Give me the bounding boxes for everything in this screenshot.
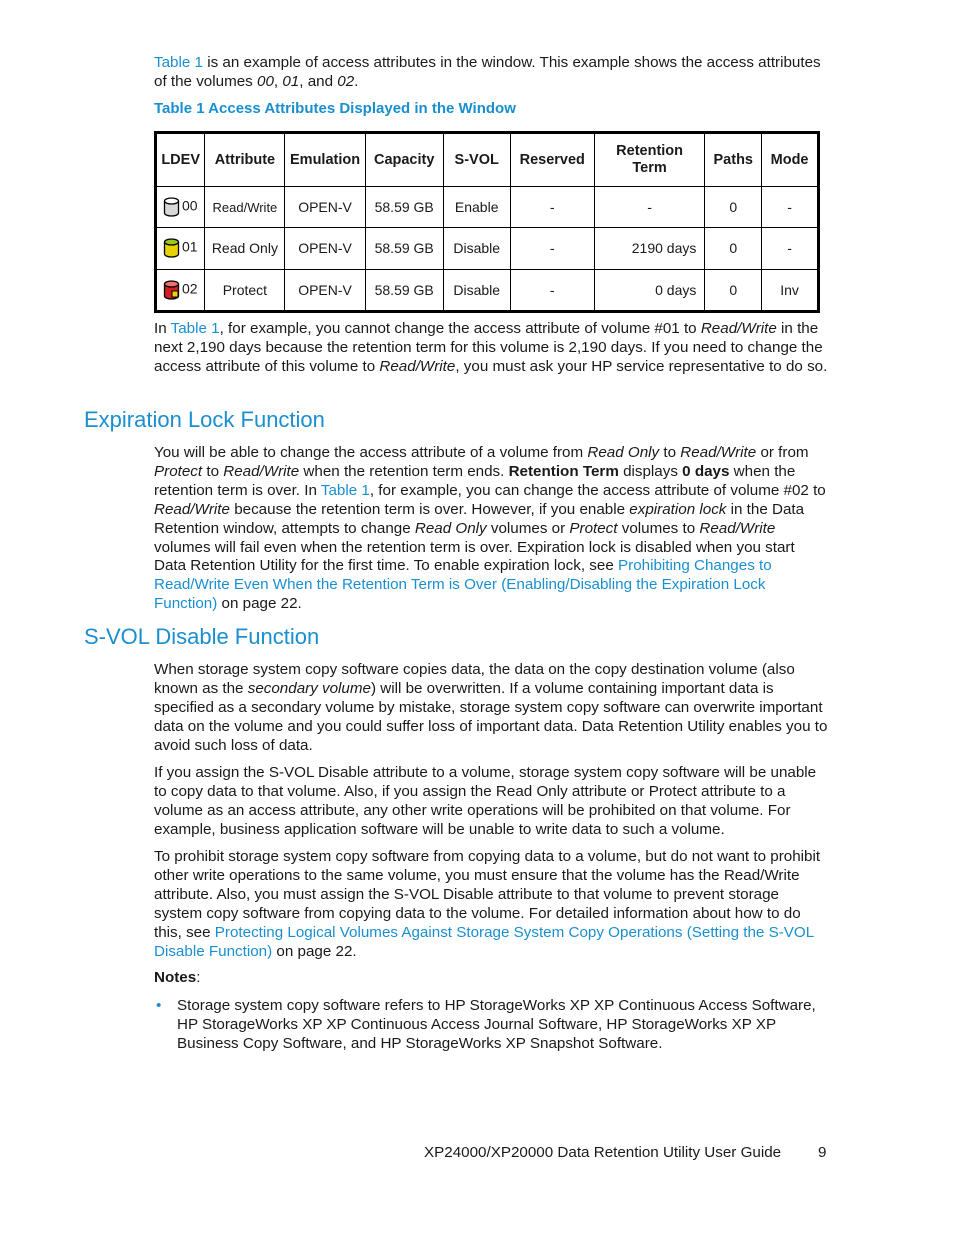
svol-disable-heading: S-VOL Disable Function [84, 624, 320, 649]
expiration-lock-reference-link[interactable]: Prohibiting Changes to Read/Write Even When the Retention Term is Over (Enabling/Disabling the Expiration Lock Function) [154, 557, 772, 613]
cell-attribute: Protect [205, 269, 285, 311]
cell-ldev: 00 [156, 187, 205, 228]
cell-emulation: OPEN-V [285, 228, 365, 269]
volume-readonly-icon [163, 238, 180, 258]
svol-paragraph-2: If you assign the S-VOL Disable attribute to a volume, storage system copy software will be unable to copy data to that volume. Also, if you assign the Read Only attribute or Protect attribute to a volume as an access attribute, any other write operations will be prohibited on that volume. For example, business application software will be unable to write data to such a volume. [154, 764, 817, 838]
cell-svol: Enable [443, 187, 510, 228]
volume-protect-icon [163, 280, 180, 300]
notes-label: Notes: [154, 969, 201, 986]
footer-title: XP24000/XP20000 Data Retention Utility User Guide [424, 1144, 782, 1161]
cell-paths: 0 [705, 269, 762, 311]
svol-disable-reference-link[interactable]: Protecting Logical Volumes Against Storage System Copy Operations (Setting the S-VOL Disable Function) [154, 923, 814, 960]
cell-retention-term: 2190 days [594, 228, 705, 269]
cell-retention-term: - [594, 187, 705, 228]
header-mode: Mode [762, 133, 819, 187]
cell-attribute: Read/Write [205, 187, 285, 228]
cell-ldev: 02 [156, 269, 205, 311]
table-1-link[interactable]: Table 1 [154, 54, 203, 71]
cell-paths: 0 [705, 187, 762, 228]
header-emulation: Emulation [285, 133, 365, 187]
notes-list [154, 997, 830, 1054]
cell-mode: - [762, 228, 819, 269]
svol-paragraph-1: When storage system copy software copies data, the data on the copy destination volume (also known as the secondary volume) will be overwritten. If a volume containing important data is specified as a secondary volume by mistake, storage system copy software can overwrite important data on the volume and you could suffer loss of important data. Data Retention Utility enables you to avoid such loss of data. [154, 661, 828, 754]
cell-paths: 0 [705, 228, 762, 269]
list-item: • Storage system copy software refers to HP StorageWorks XP XP Continuous Access Software, HP StorageWorks XP XP Continuous Access Journal Software, HP StorageWorks XP XP Business Copy Software, and HP StorageWorks XP Snapshot Software. [156, 997, 816, 1052]
expiration-lock-paragraph: You will be able to change the access attribute of a volume from Read Only to Read/Write or from Protect to Read/Write when the retention term ends. Retention Term displays 0 days when the retention term is over. In Table 1, for example, you can change the access attribute of volume #02 to Read/Write because the retention term is over. However, if you enable expiration lock in the Data Retention window, attempts to change Read Only volumes or Protect volumes to Read/Write volumes will fail even when the retention term is over. Expiration lock is disabled when you start Data Retention Utility for the first time. To enable expiration lock, see Prohibiting Changes to Read/Write Even When the Retention Term is Over (Enabling/Disabling the Expiration Lock Function) on page 22. [154, 444, 826, 613]
cell-emulation: OPEN-V [285, 187, 365, 228]
cell-mode: - [762, 187, 819, 228]
volume-readwrite-icon [163, 197, 180, 217]
header-attribute: Attribute [205, 133, 285, 187]
cell-reserved: - [510, 187, 594, 228]
table-1-link[interactable]: Table 1 [320, 481, 370, 499]
intro-paragraph: Table 1 is an example of access attributes in the window. This example shows the access attributes of the volumes 00, 01, and 02. [154, 54, 821, 90]
cell-reserved: - [510, 228, 594, 269]
table-caption: Table 1 Access Attributes Displayed in the Window [154, 100, 516, 117]
cell-attribute: Read Only [205, 228, 285, 269]
table-1-link[interactable]: Table 1 [170, 320, 220, 337]
bullet-icon: • [156, 997, 162, 1014]
cell-mode: Inv [762, 269, 819, 311]
after-table-paragraph: In Table 1, for example, you cannot change the access attribute of volume #01 to Read/Write in the next 2,190 days because the retention term for this volume is 2,190 days. If you need to change the access attribute of this volume to Read/Write, you must ask your HP service representative to do so. [154, 320, 828, 375]
header-retention-term: Retention Term [594, 133, 705, 187]
cell-svol: Disable [443, 228, 510, 269]
cell-capacity: 58.59 GB [365, 269, 443, 311]
table-header-row [156, 133, 819, 187]
cell-capacity: 58.59 GB [365, 187, 443, 228]
header-paths: Paths [705, 133, 762, 187]
header-reserved: Reserved [510, 133, 594, 187]
cell-emulation: OPEN-V [285, 269, 365, 311]
header-svol: S-VOL [443, 133, 510, 187]
svol-paragraph-3: To prohibit storage system copy software from copying data to a volume, but do not want to prohibit other write operations to the same volume, you must ensure that the volume has the Read/Write attribute. Also, you must assign the S-VOL Disable attribute to that volume to prevent storage system copy software from copying data to the volume. For detailed information about how to do this, see Protecting Logical Volumes Against Storage System Copy Operations (Setting the S-VOL Disable Function) on page 22. [154, 848, 821, 960]
table-row [156, 187, 819, 228]
expiration-lock-heading: Expiration Lock Function [84, 407, 325, 432]
cell-retention-term: 0 days [594, 269, 705, 311]
table-row [156, 269, 819, 311]
table-row [156, 228, 819, 269]
header-capacity: Capacity [365, 133, 443, 187]
header-ldev: LDEV [156, 133, 205, 187]
cell-capacity: 58.59 GB [365, 228, 443, 269]
cell-svol: Disable [443, 269, 510, 311]
access-attributes-table [154, 131, 820, 313]
cell-reserved: - [510, 269, 594, 311]
cell-ldev: 01 [156, 228, 205, 269]
page-number: 9 [818, 1144, 827, 1161]
